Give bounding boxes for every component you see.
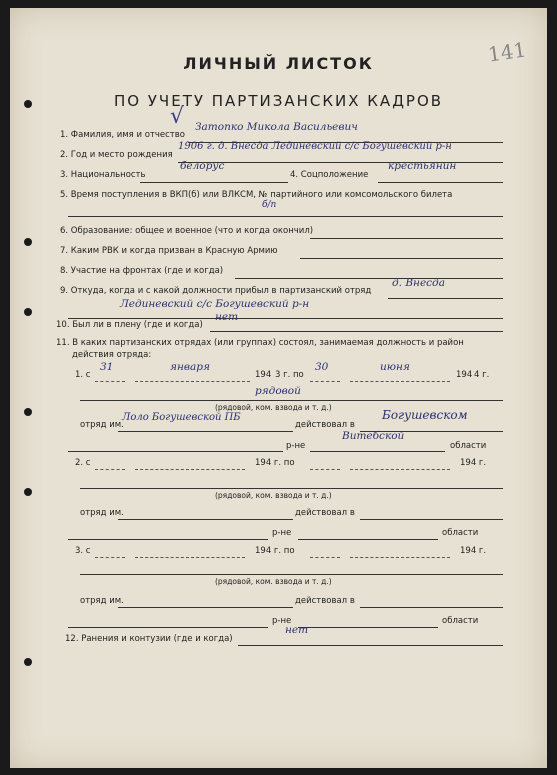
unit-1-year-to-suffix: 4 г.: [474, 370, 490, 380]
unit-2-otryad-line: [118, 519, 293, 520]
unit-3-rne: р-не: [272, 616, 292, 626]
punch-hole-icon: [24, 408, 32, 416]
field-12-label: 12. Ранения и контузии (где и когда): [65, 634, 233, 644]
unit-1-otryad-value: Лоло Богушевской ПБ: [122, 412, 241, 423]
field-4-value: крестьянин: [388, 160, 457, 172]
unit-1-day-to: 30: [315, 361, 329, 373]
field-9-line-1: [388, 298, 503, 299]
unit-2-acted-line: [360, 519, 503, 520]
field-6-line: [310, 238, 503, 239]
unit-2-rne-line: [68, 539, 268, 540]
unit-3-day-to-line: [310, 557, 340, 558]
field-3-value: белорус: [180, 160, 225, 172]
unit-2-year-to: 194 г.: [460, 458, 487, 468]
field-4-label: 4. Соцположение: [290, 170, 369, 180]
unit-1-oblast-label: области: [450, 441, 487, 451]
form-subtitle: ПО УЧЕТУ ПАРТИЗАНСКИХ КАДРОВ: [113, 92, 444, 110]
punch-hole-icon: [24, 658, 32, 666]
unit-2-day-to-line: [310, 469, 340, 470]
unit-2-acted-label: действовал в: [295, 508, 355, 518]
unit-1-otryad-label: отряд им.: [80, 420, 124, 430]
unit-1-day-to-line: [310, 381, 340, 382]
unit-1-rne-line: [68, 451, 283, 452]
unit-1-year-from-suffix: 3 г. по: [275, 370, 304, 380]
field-11-label: 11. В каких партизанских отрядах (или группах) состоял, занимаемая должность и район: [56, 338, 464, 348]
unit-2-position-caption: (рядовой, ком. взвода и т. д.): [215, 491, 332, 500]
field-6-label: 6. Образование: общее и военное (что и когда окончил): [60, 226, 314, 236]
field-2-label: 2. Год и место рождения: [60, 150, 173, 160]
unit-2-oblast-line: [298, 539, 438, 540]
unit-2-oblast-label: области: [442, 528, 479, 538]
field-12-line: [238, 645, 503, 646]
unit-1-month-from: января: [170, 361, 210, 373]
field-7-label: 7. Каким РВК и когда призван в Красную Армию: [60, 246, 278, 256]
unit-1-acted-label: действовал в: [295, 420, 355, 430]
unit-3-rne-line: [68, 627, 268, 628]
unit-3-month-line: [135, 557, 245, 558]
field-9-value-1: д. Внесда: [392, 277, 445, 289]
form-sheet: [10, 8, 547, 768]
punch-hole-icon: [24, 100, 32, 108]
field-8-label: 8. Участие на фронтах (где и когда): [60, 266, 224, 276]
unit-2-month-to-line: [350, 469, 450, 470]
unit-3-otryad-label: отряд им.: [80, 596, 124, 606]
unit-3-day-line: [95, 557, 125, 558]
unit-2-year-from: 194 г. по: [255, 458, 295, 468]
field-5-value: б/п: [262, 200, 277, 210]
unit-1-position-caption: (рядовой, ком. взвода и т. д.): [215, 403, 332, 412]
unit-2-position-line: [80, 488, 503, 489]
field-8-line: [235, 278, 503, 279]
unit-3-year-from: 194 г. по: [255, 546, 295, 556]
unit-3-position-line: [80, 574, 503, 575]
unit-1-position-line: [80, 400, 503, 401]
form-title: ЛИЧНЫЙ ЛИСТОК: [183, 54, 374, 73]
unit-3-acted-line: [360, 607, 503, 608]
punch-hole-icon: [24, 238, 32, 246]
archive-number: 141: [486, 37, 528, 67]
unit-2-otryad-label: отряд им.: [80, 508, 124, 518]
unit-1-year-from: 194: [255, 370, 272, 380]
unit-1-number: 1. с: [75, 370, 91, 380]
unit-1-day-from: 31: [100, 361, 114, 373]
field-5-line: [68, 216, 503, 217]
unit-1-day-line: [95, 381, 125, 382]
unit-3-acted-label: действовал в: [295, 596, 355, 606]
unit-3-position-caption: (рядовой, ком. взвода и т. д.): [215, 577, 332, 586]
field-9-label: 9. Откуда, когда и с какой должности прибыл в партизанский отряд: [60, 286, 372, 296]
field-1-value: Затопко Микола Васильевич: [195, 121, 358, 133]
unit-1-oblast-value: Витебской: [342, 430, 405, 442]
unit-3-oblast-label: области: [442, 616, 479, 626]
unit-3-month-to-line: [350, 557, 450, 558]
unit-2-number: 2. с: [75, 458, 91, 468]
punch-hole-icon: [24, 308, 32, 316]
unit-1-month-to: июня: [380, 361, 410, 373]
unit-1-year-to: 194: [456, 370, 473, 380]
unit-2-rne: р-не: [272, 528, 292, 538]
unit-3-oblast-line: [298, 627, 438, 628]
unit-3-year-to: 194 г.: [460, 546, 487, 556]
field-3-label: 3. Национальность: [60, 170, 146, 180]
punch-hole-icon: [24, 488, 32, 496]
unit-1-position: рядовой: [255, 385, 301, 397]
field-4-line: [378, 182, 503, 183]
unit-1-month-to-line: [350, 381, 450, 382]
unit-1-month-line: [135, 381, 250, 382]
unit-3-otryad-line: [118, 607, 293, 608]
field-10-value: нет: [215, 311, 239, 323]
unit-1-rne: р-не: [286, 441, 306, 451]
field-7-line: [300, 258, 503, 259]
field-3-line: [140, 182, 288, 183]
field-9-line-2: [68, 318, 503, 319]
field-5-label: 5. Время поступления в ВКП(б) или ВЛКСМ, № партийного или комсомольского билета: [60, 190, 453, 200]
field-11-label-2: действия отряда:: [72, 350, 152, 360]
field-1-label: 1. Фамилия, имя и отчество: [60, 130, 185, 140]
unit-3-number: 3. с: [75, 546, 91, 556]
unit-2-day-line: [95, 469, 125, 470]
field-9-value-2: Лединевский с/с Богушевский р-н: [120, 298, 310, 310]
field-2-value: 1906 г. д. Внесда Лединевский с/с Богушевский р-н: [178, 141, 452, 152]
checkmark-icon: √: [170, 104, 185, 129]
unit-1-otryad-line: [118, 431, 293, 432]
unit-2-month-line: [135, 469, 245, 470]
field-10-label: 10. Был ли в плену (где и когда): [56, 320, 203, 330]
unit-1-acted-value: Богушевском: [382, 408, 468, 422]
field-10-line: [210, 331, 503, 332]
unit-1-oblast-line: [310, 451, 445, 452]
field-12-value: нет: [285, 624, 309, 636]
